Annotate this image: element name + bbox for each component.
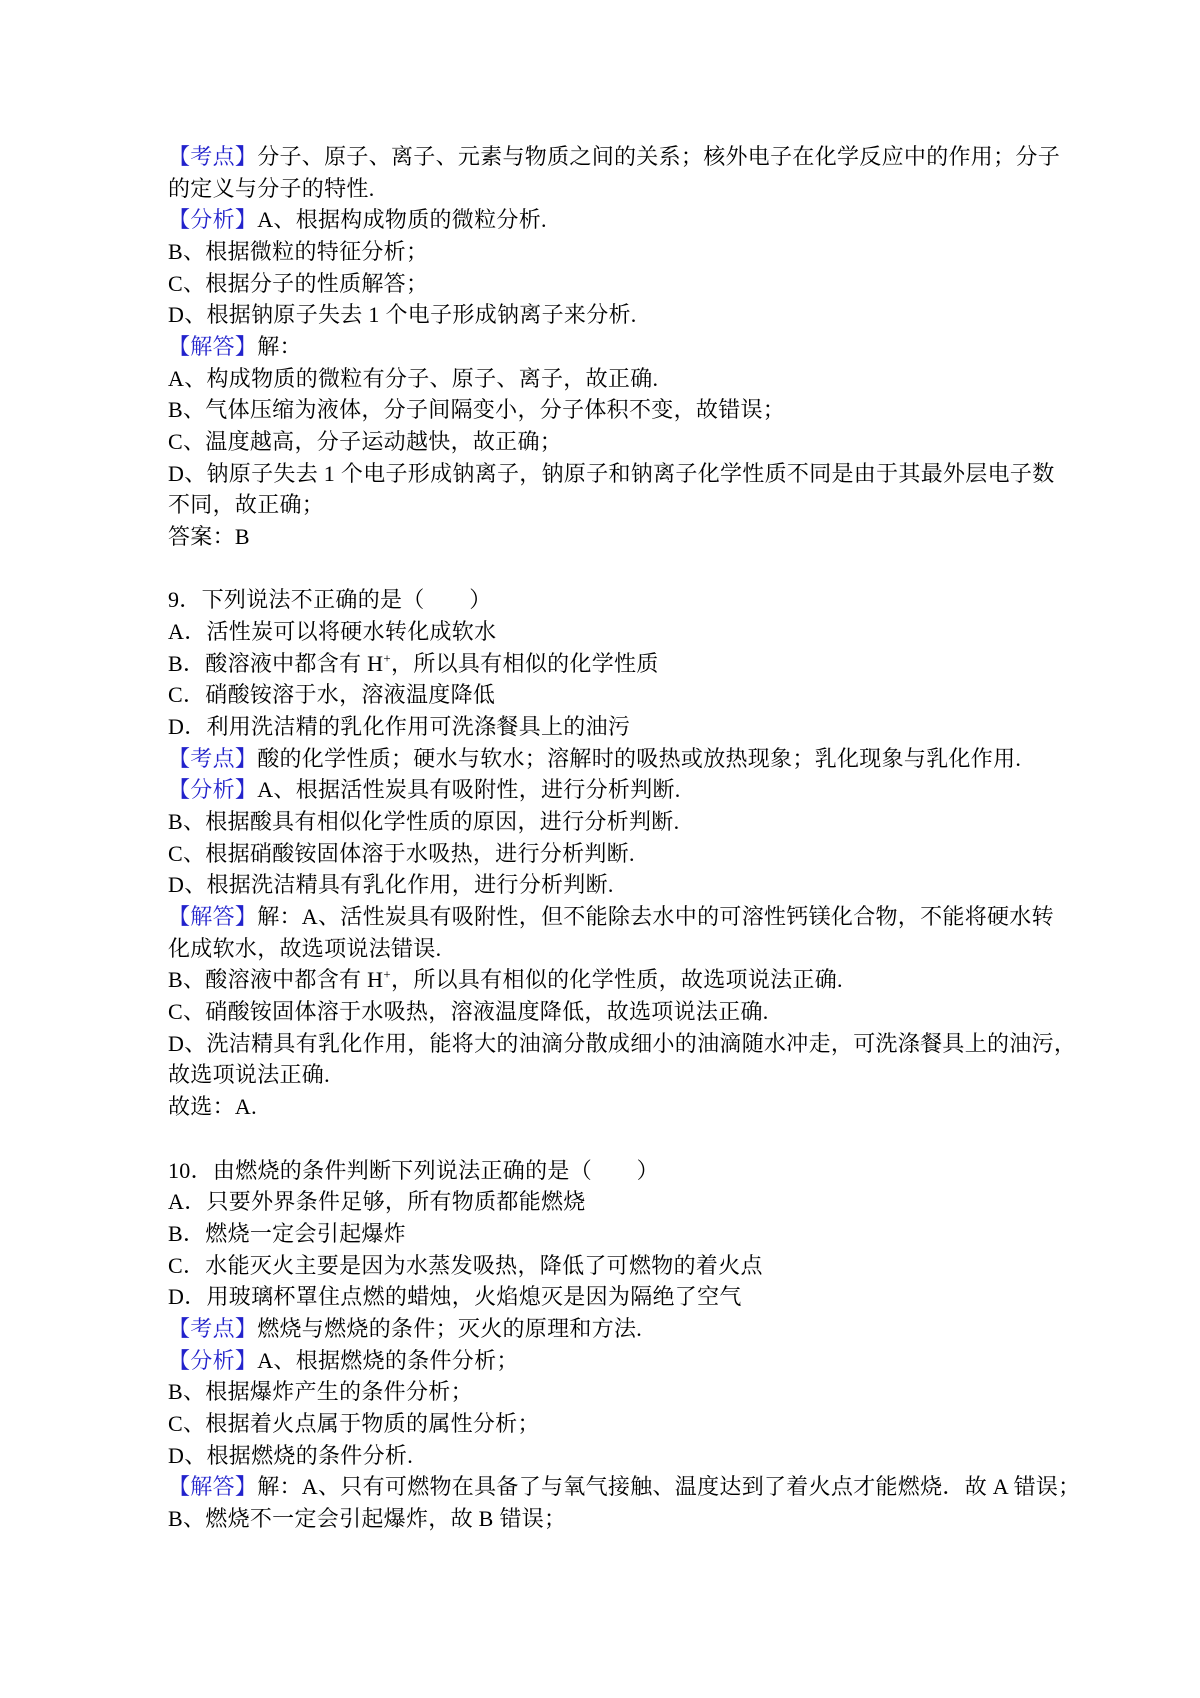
text-line <box>168 1376 1050 1408</box>
text-segment: C、根据着火点属于物质的属性分析； <box>168 1410 540 1436</box>
text-segment: B、气体压缩为液体，分子间隔变小，分子体积不变，故错误； <box>168 397 786 423</box>
text-segment: 分子、原子、离子、元素与物质之间的关系；核外电子在化学反应中的作用；分子 <box>257 144 1061 169</box>
text-line <box>168 1440 1050 1472</box>
document-content <box>168 141 1081 1535</box>
text-line <box>168 204 1050 236</box>
text-line <box>168 426 1050 458</box>
text-line <box>168 774 1050 806</box>
superscript-charge: + <box>383 967 392 983</box>
text-segment: D、根据钠原子失去 1 个电子形成钠离子来分析. <box>168 302 637 328</box>
text-segment: A．活性炭可以将硬水转化成软水 <box>168 619 497 645</box>
text-line <box>168 299 1050 331</box>
text-line <box>168 806 1050 838</box>
text-line <box>168 1218 1050 1250</box>
text-line <box>168 268 1050 300</box>
text-segment: 酸的化学性质；硬水与软水；溶解时的吸热或放热现象；乳化现象与乳化作用. <box>257 745 1022 771</box>
text-segment: C、根据分子的性质解答； <box>168 270 429 296</box>
text-segment: 解：A、只有可燃物在具备了与氧气接触、温度达到了着火点才能燃烧．故 A 错误； <box>257 1474 1081 1500</box>
text-line <box>168 996 1050 1028</box>
text-line <box>168 363 1050 395</box>
text-segment: D、根据洗洁精具有乳化作用，进行分析判断. <box>168 872 614 898</box>
text-segment: 化成软水，故选项说法错误. <box>168 935 442 961</box>
text-segment: D．利用洗洁精的乳化作用可洗涤餐具上的油污 <box>168 714 631 740</box>
text-segment: 答案：B <box>168 524 250 550</box>
text-line <box>168 901 1054 933</box>
text-line <box>168 1059 1050 1091</box>
text-line <box>168 869 1050 901</box>
text-segment: D、根据燃烧的条件分析. <box>168 1442 413 1468</box>
section-label: 【考点】 <box>168 144 258 169</box>
text-segment: A、根据燃烧的条件分析； <box>257 1347 519 1373</box>
section-label: 【考点】 <box>168 745 258 771</box>
text-line <box>168 458 1055 490</box>
text-segment: C、硝酸铵固体溶于水吸热，溶液温度降低，故选项说法正确. <box>168 999 769 1025</box>
text-segment: D、洗洁精具有乳化作用，能将大的油滴分散成细小的油滴随水冲走，可洗涤餐具上的油污， <box>168 1030 1077 1056</box>
text-line <box>168 1471 1081 1503</box>
text-segment: B、根据爆炸产生的条件分析； <box>168 1379 473 1405</box>
text-segment: B、根据酸具有相似化学性质的原因，进行分析判断. <box>168 809 680 835</box>
text-segment: 解： <box>257 334 302 360</box>
text-segment: 10．由燃烧的条件判断下列说法正确的是（ ） <box>168 1157 659 1183</box>
question-9 <box>168 584 1077 1122</box>
text-segment: B、燃烧不一定会引起爆炸，故 B 错误； <box>168 1505 567 1531</box>
section-label: 【解答】 <box>168 904 258 930</box>
text-line <box>168 173 1050 205</box>
text-line <box>168 1281 1050 1313</box>
text-line <box>168 933 1050 965</box>
text-line <box>168 1155 1050 1187</box>
text-line <box>168 1091 1050 1123</box>
text-line <box>168 1313 1050 1345</box>
text-segment: C．水能灭火主要是因为水蒸发吸热，降低了可燃物的着火点 <box>168 1252 763 1278</box>
text-line <box>168 1250 1050 1282</box>
question-10 <box>168 1155 1081 1535</box>
text-segment: B、根据微粒的特征分析； <box>168 239 429 265</box>
text-line <box>168 1345 1050 1377</box>
text-segment: D、钠原子失去 1 个电子形成钠离子，钠原子和钠离子化学性质不同是由于其最外层电子数 <box>168 460 1055 486</box>
blank-line <box>168 1123 1050 1155</box>
section-label: 【解答】 <box>168 1474 258 1500</box>
text-segment: C．硝酸铵溶于水，溶液温度降低 <box>168 682 496 708</box>
text-line <box>168 711 1050 743</box>
text-line <box>168 679 1050 711</box>
text-segment: 9．下列说法不正确的是（ ） <box>168 587 492 613</box>
text-line <box>168 236 1050 268</box>
text-line <box>168 838 1050 870</box>
text-segment: ，所以具有相似的化学性质 <box>391 650 659 676</box>
text-segment: 燃烧与燃烧的条件；灭火的原理和方法. <box>257 1315 643 1341</box>
text-line <box>168 648 1050 680</box>
text-segment: B．酸溶液中都含有 H <box>168 650 384 676</box>
text-line <box>168 1503 1050 1535</box>
text-segment: 解：A、活性炭具有吸附性，但不能除去水中的可溶性钙镁化合物，不能将硬水转 <box>257 904 1054 930</box>
text-line <box>168 394 1050 426</box>
text-line <box>168 1028 1077 1060</box>
text-segment: A．只要外界条件足够，所有物质都能燃烧 <box>168 1189 586 1215</box>
text-segment: 不同，故正确； <box>168 492 325 518</box>
text-line <box>168 331 1050 363</box>
question-8-explanation <box>168 141 1061 553</box>
text-segment: A、构成物质的微粒有分子、原子、离子，故正确. <box>168 365 659 391</box>
section-label: 【解答】 <box>168 334 258 360</box>
text-line <box>168 964 1050 996</box>
section-label: 【分析】 <box>168 777 258 803</box>
text-segment: 故选项说法正确. <box>168 1062 330 1088</box>
section-label: 【分析】 <box>168 207 258 233</box>
text-segment: D．用玻璃杯罩住点燃的蜡烛，火焰熄灭是因为隔绝了空气 <box>168 1284 742 1310</box>
text-segment: ，所以具有相似的化学性质，故选项说法正确. <box>391 967 843 993</box>
text-line <box>168 521 1050 553</box>
text-segment: C、温度越高，分子运动越快，故正确； <box>168 429 563 455</box>
text-line <box>168 141 1061 173</box>
text-line <box>168 616 1050 648</box>
text-segment: B．燃烧一定会引起爆炸 <box>168 1220 406 1246</box>
text-line <box>168 743 1050 775</box>
text-segment: A、根据构成物质的微粒分析. <box>257 207 547 233</box>
superscript-charge: + <box>383 650 392 666</box>
text-segment: 的定义与分子的特性. <box>168 175 375 201</box>
text-segment: A、根据活性炭具有吸附性，进行分析判断. <box>257 777 681 803</box>
text-segment: B、酸溶液中都含有 H <box>168 967 384 993</box>
text-line <box>168 489 1050 521</box>
text-line <box>168 1408 1050 1440</box>
text-segment: 故选：A. <box>168 1094 257 1120</box>
section-label: 【考点】 <box>168 1315 258 1341</box>
text-line <box>168 584 1050 616</box>
text-segment: C、根据硝酸铵固体溶于水吸热，进行分析判断. <box>168 840 635 866</box>
section-label: 【分析】 <box>168 1347 258 1373</box>
blank-line <box>168 553 1050 585</box>
text-line <box>168 1186 1050 1218</box>
